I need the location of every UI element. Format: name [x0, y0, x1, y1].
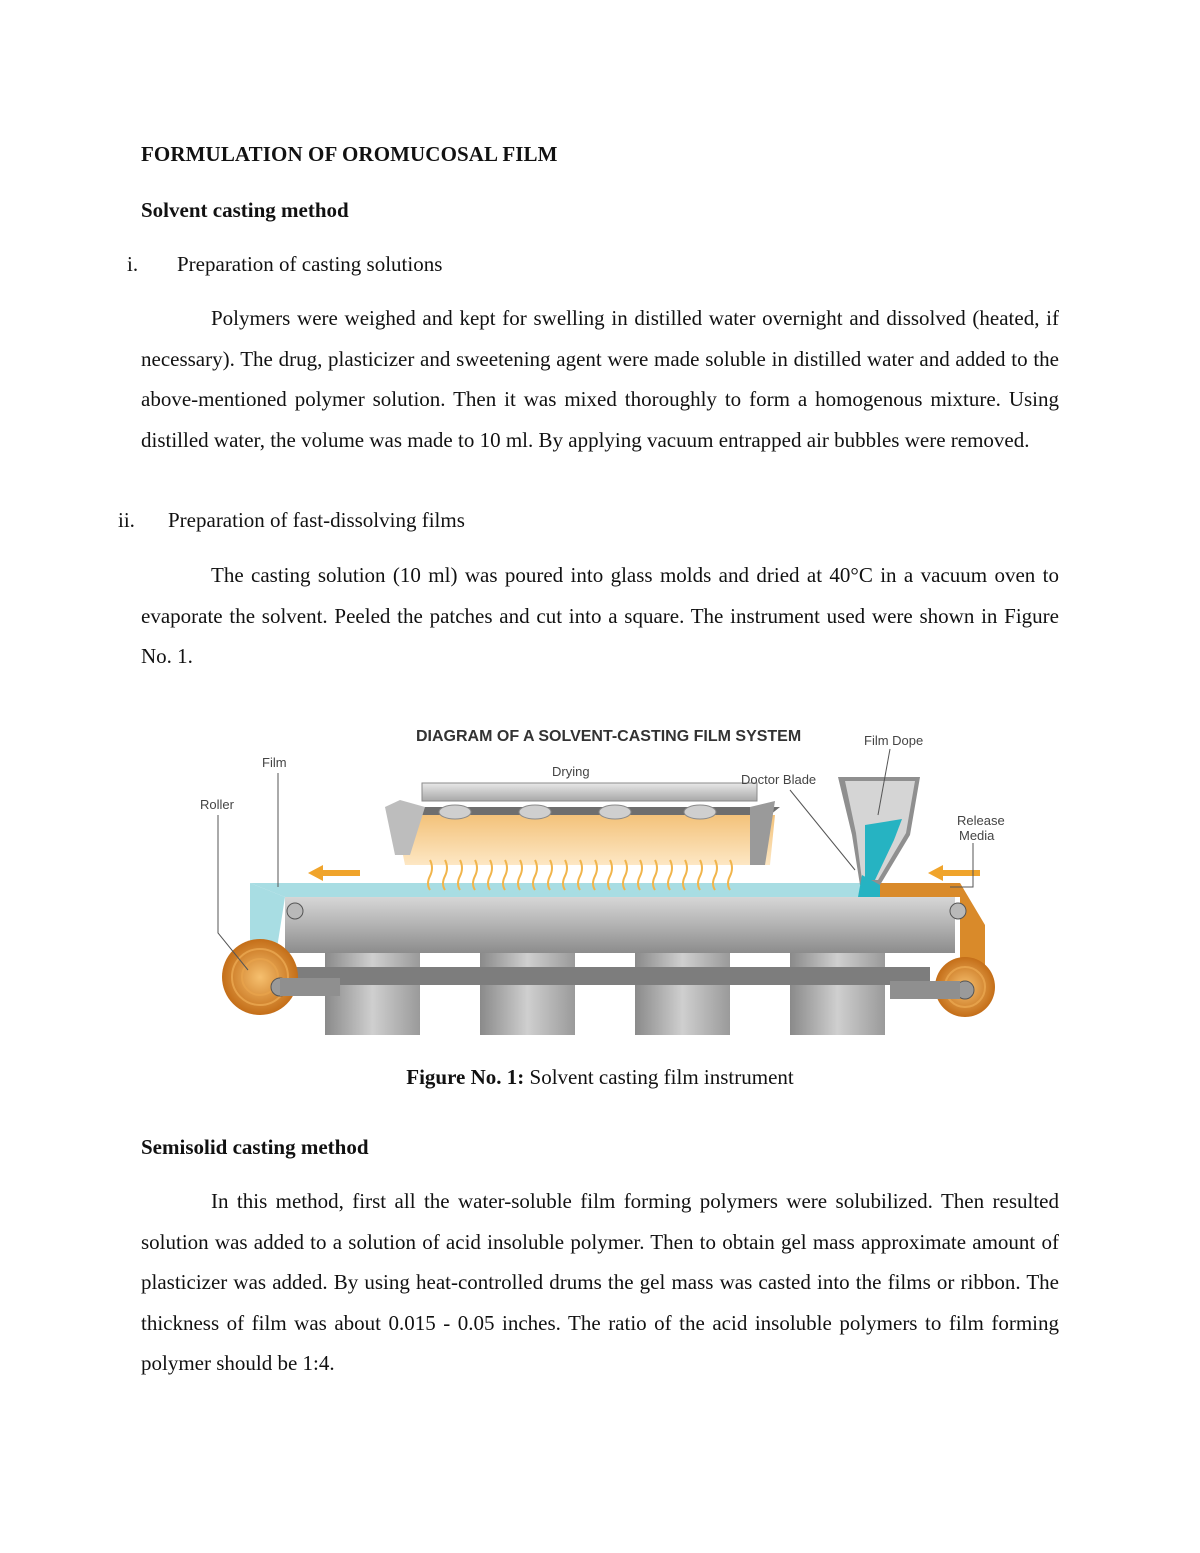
figure-caption-text: Solvent casting film instrument: [524, 1065, 794, 1089]
label-roller: Roller: [200, 797, 234, 812]
paragraph-fast-dissolving-films: The casting solution (10 ml) was poured into glass molds and dried at 40°C in a vacuum oven to evaporate the solvent. Peeled the patches and cut into a square. The instrument used were shown in Figure No. 1.: [141, 563, 1059, 669]
list-label: Preparation of casting solutions: [177, 252, 443, 276]
list-label: Preparation of fast-dissolving films: [168, 508, 465, 532]
roller-right: [890, 957, 995, 1017]
solvent-casting-diagram: [190, 715, 1020, 1055]
label-doctor-blade: Doctor Blade: [741, 772, 817, 787]
diagram-title: DIAGRAM OF A SOLVENT-CASTING FILM SYSTEM: [416, 728, 802, 745]
paragraph-semisolid-casting: In this method, first all the water-soluble film forming polymers were solubilized. Then resulted solution was added to a solution of acid insoluble polymer. Then to obtain gel mass approximate amount of plasticizer was added. By using heat-controlled drums the gel mass was casted into the films or ribbon. The thickness of film was about 0.015 - 0.05 inches. The ratio of the acid insoluble polymers to film forming polymer should be 1:4.: [141, 1189, 1059, 1376]
label-drying: Drying: [552, 764, 590, 779]
belt-pin-right: [950, 903, 966, 919]
base-beam: [285, 895, 955, 953]
document-title: FORMULATION OF OROMUCOSAL FILM: [141, 142, 558, 166]
label-release-media-2: Media: [959, 828, 995, 843]
section-heading-solvent-casting: Solvent casting method: [141, 198, 349, 222]
support-legs: [290, 950, 930, 1035]
diagram-svg: [190, 715, 1020, 1055]
film-dope-hopper: [838, 777, 920, 897]
figure-caption: [0, 1065, 1200, 1090]
list-number: i.: [127, 252, 139, 276]
figure-caption-label: Figure No. 1:: [406, 1065, 525, 1089]
label-film-dope: Film Dope: [864, 733, 924, 748]
section-heading-semisolid-casting: Semisolid casting method: [141, 1135, 369, 1159]
paragraph-casting-solutions: Polymers were weighed and kept for swelling in distilled water overnight and dissolved (heated, if necessary). The drug, plasticizer and sweetening agent were made soluble in distilled water and added to the above-mentioned polymer solution. Then it was mixed thoroughly to form a homogenous mixture. Using distilled water, the volume was made to 10 ml. By applying vacuum entrapped air bubbles were removed.: [141, 306, 1059, 452]
belt-pin-left: [287, 903, 303, 919]
label-film: Film: [262, 755, 287, 770]
label-release-media-1: Release: [957, 813, 1005, 828]
list-number: ii.: [118, 508, 135, 532]
drying-unit: [385, 783, 780, 890]
